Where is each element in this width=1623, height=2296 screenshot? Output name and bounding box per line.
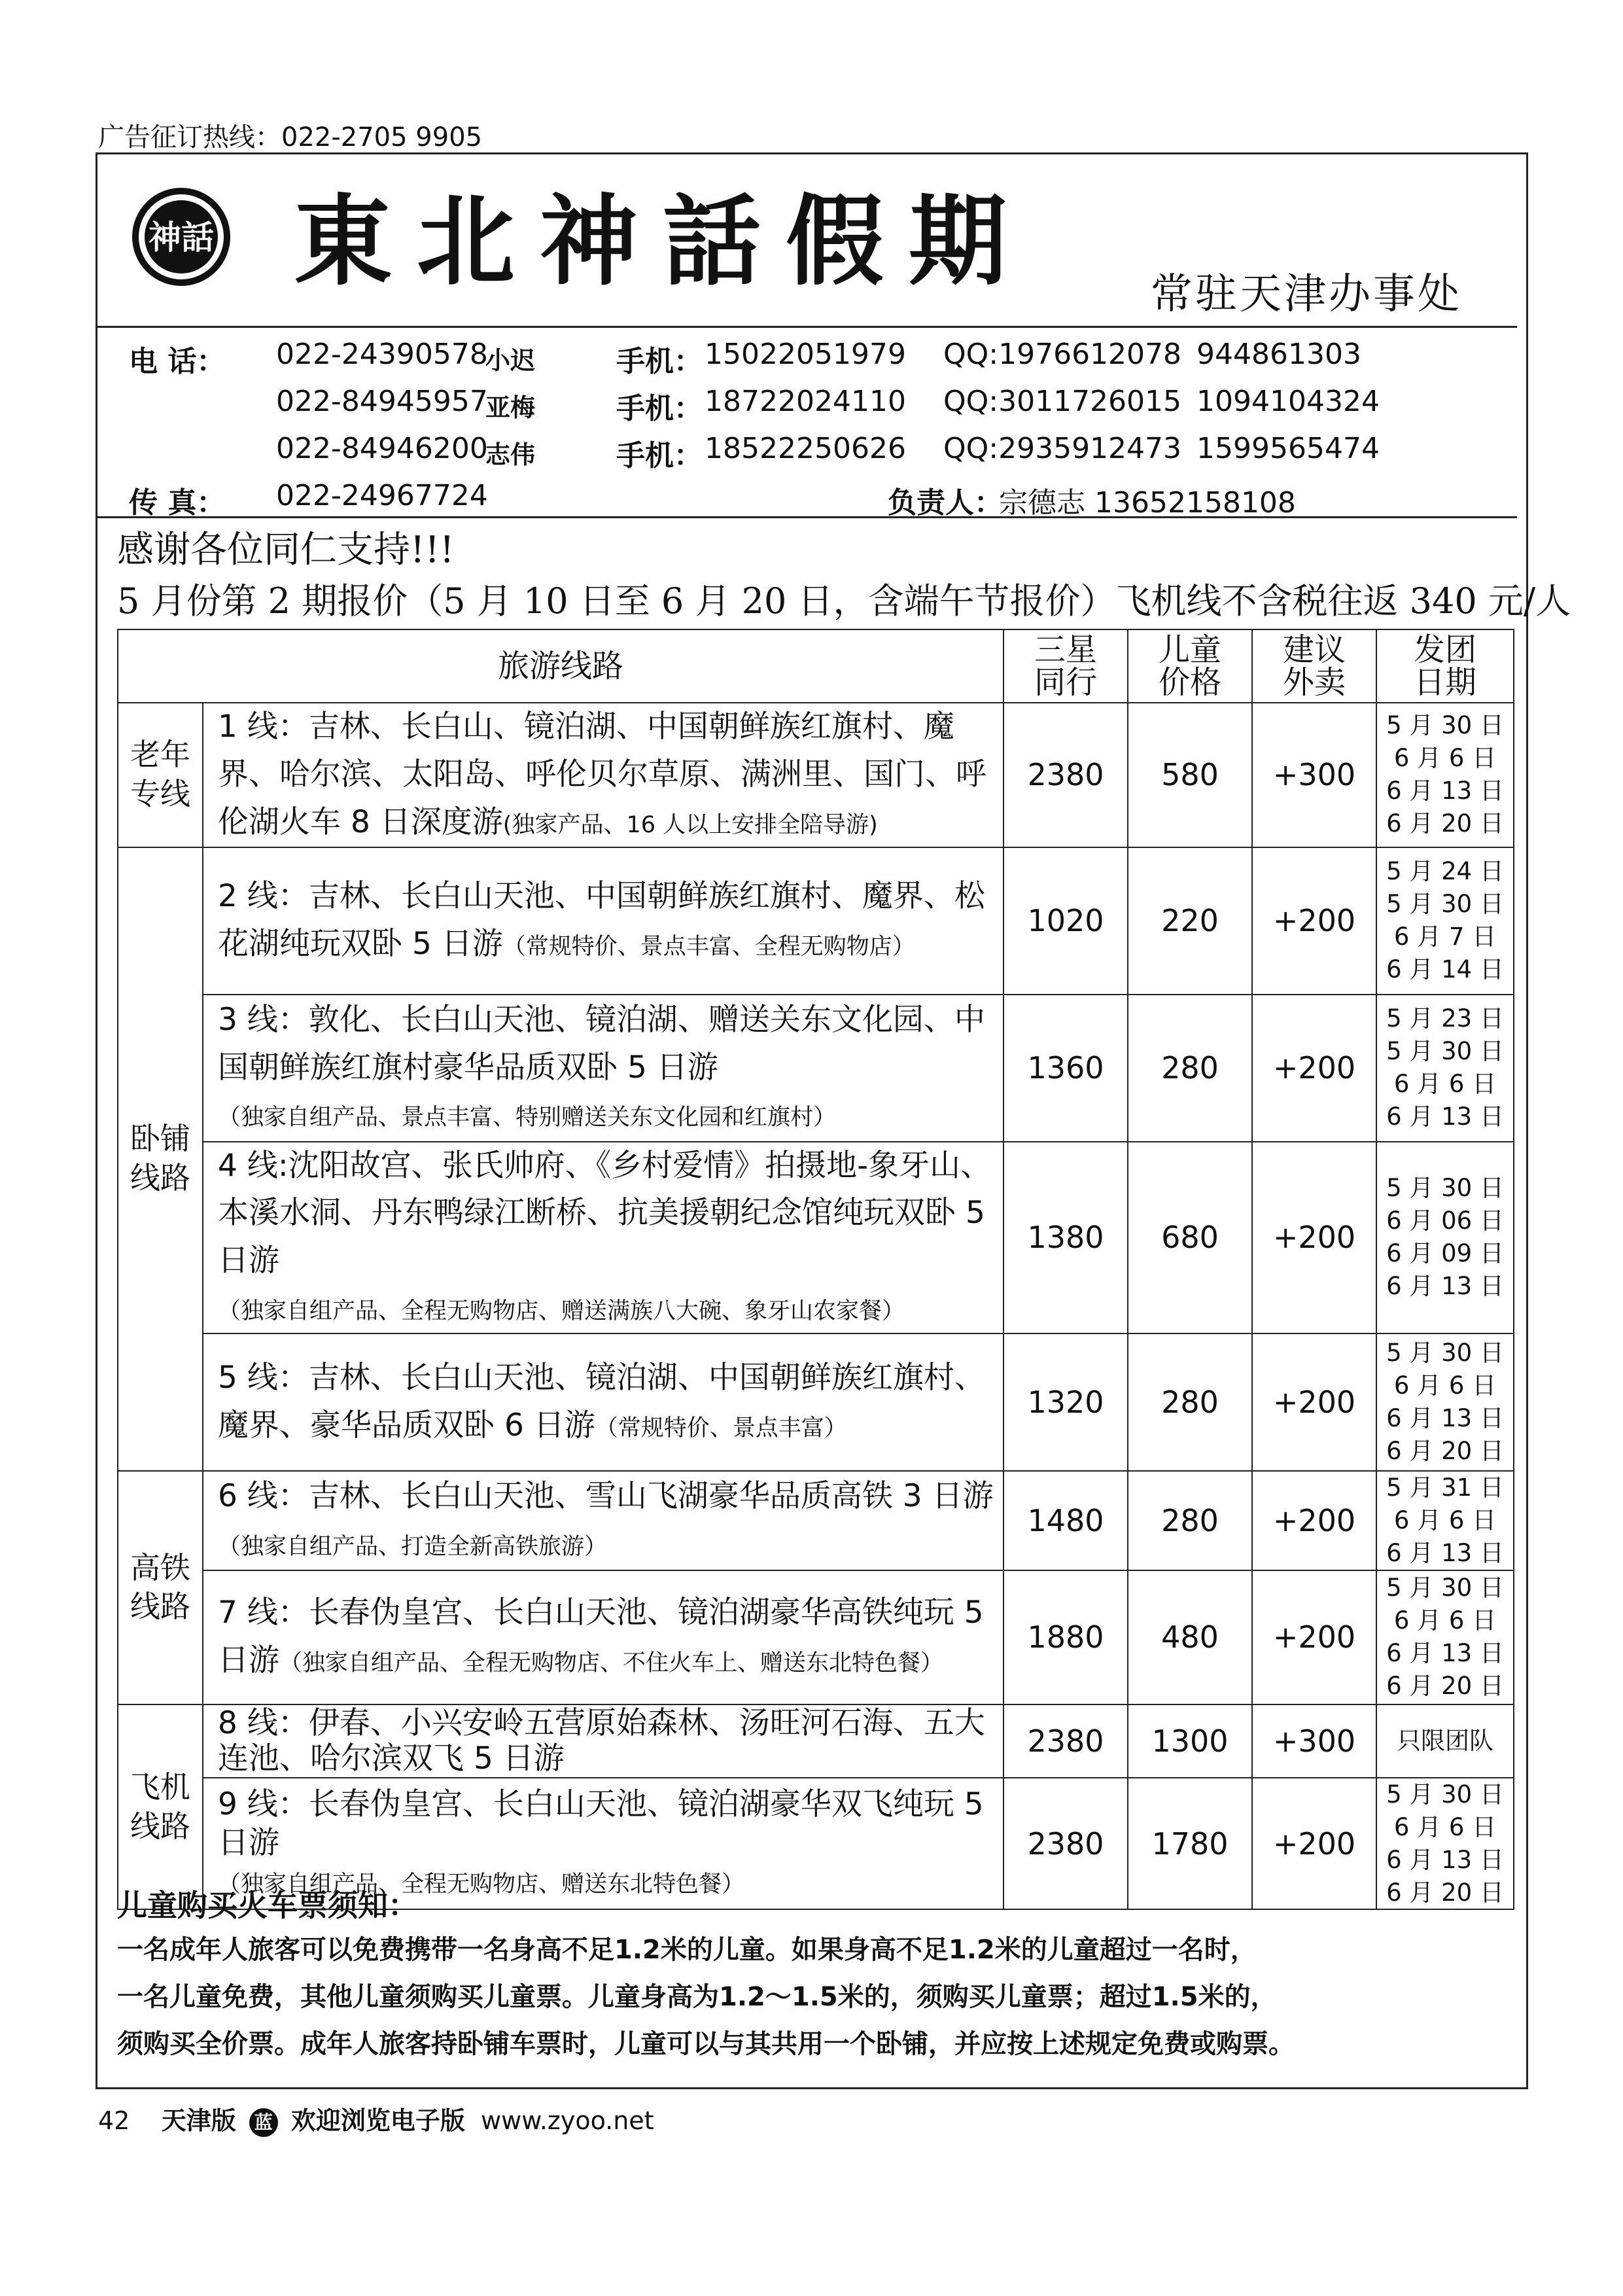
- manager-contact: 宗德志 13652158108: [999, 486, 1296, 520]
- child-price: 280: [1128, 1471, 1252, 1570]
- thanks-line: 感谢各位同仁支持!!!: [117, 529, 455, 571]
- edition-label: 天津版: [161, 2106, 236, 2135]
- mobile-label: 手机：: [616, 392, 703, 425]
- qq-number: QQ:3011726015: [943, 385, 1182, 418]
- suggested-price: +300: [1252, 1704, 1376, 1778]
- mobile-number: 18722024110: [705, 385, 906, 418]
- brand-logo: [129, 178, 234, 296]
- suggested-price: +200: [1252, 1778, 1376, 1910]
- suggested-price: +200: [1252, 1142, 1376, 1333]
- qq-number-2: 1599565474: [1196, 432, 1380, 465]
- brand-title: 東北神話假期: [294, 184, 1032, 299]
- fax-number: 022-24967724: [276, 479, 488, 512]
- logo-text: 神話: [148, 218, 214, 256]
- price: 1320: [1003, 1333, 1128, 1471]
- suggested-price: +200: [1252, 1570, 1376, 1704]
- notice-line: 一名儿童免费，其他儿童须购买儿童票。儿童身高为1.2～1.5米的，须购买儿童票；超过1.5米的，: [117, 1982, 1277, 2012]
- suggested-price: +200: [1252, 1471, 1376, 1570]
- contact-row-1: [129, 338, 225, 380]
- ad-hotline: 广告征订热线：022-2705 9905: [98, 122, 483, 152]
- price: 2380: [1003, 703, 1128, 847]
- suggested-price: +200: [1252, 847, 1376, 995]
- child-price: 1780: [1128, 1778, 1252, 1910]
- route-desc: 1 线：吉林、长白山、镜泊湖、中国朝鲜族红旗村、魔界、哈尔滨、太阳岛、呼伦贝尔草原、满洲里、国门、呼伦湖火车 8 日深度游(独家产品、16 人以上安排全陪导游): [203, 703, 1003, 847]
- fax-label: 传 真：: [129, 486, 226, 520]
- table-row: [118, 703, 1514, 847]
- child-price: 1300: [1128, 1704, 1252, 1778]
- page-footer: [98, 2100, 654, 2137]
- notice-title: 儿童购买火车票须知：: [117, 1888, 418, 1923]
- phone-label: 电 话：: [129, 345, 226, 378]
- departure-dates: 只限团队: [1376, 1704, 1514, 1778]
- table-row: [118, 1142, 1514, 1333]
- contact-name: 志伟: [485, 440, 536, 469]
- route-desc: 3 线：敦化、长白山天池、镜泊湖、赠送关东文化园、中国朝鲜族红旗村豪华品质双卧 5 日游 （独家自组产品、景点丰富、特别赠送关东文化园和红旗村）: [203, 995, 1003, 1142]
- child-price: 580: [1128, 703, 1252, 847]
- ad-frame: [96, 152, 1571, 2089]
- header-route: 旅游线路: [118, 629, 1003, 703]
- price: 1880: [1003, 1570, 1128, 1704]
- table-row: [118, 1471, 1514, 1570]
- notice-line: 须购买全价票。成年人旅客持卧铺车票时，儿童可以与其共用一个卧铺，并应按上述规定免费或购票。: [117, 2029, 1295, 2059]
- route-price-table: [117, 629, 1514, 1910]
- notice-line: 一名成年人旅客可以免费携带一名身高不足1.2米的儿童。如果身高不足1.2米的儿童超过一名时，: [117, 1935, 1257, 1965]
- child-price: 480: [1128, 1570, 1252, 1704]
- route-desc: 4 线:沈阳故宫、张氏帅府、《乡村爱情》拍摄地-象牙山、本溪水洞、丹东鸭绿江断桥、抗美援朝纪念馆纯玩双卧 5 日游 （独家自组产品、全程无购物店、赠送满族八大碗、象牙山农家餐）: [203, 1142, 1003, 1333]
- category-flight: 飞机 线路: [118, 1704, 203, 1910]
- phone-number: 022-84946200: [276, 432, 488, 465]
- price: 2380: [1003, 1778, 1128, 1910]
- child-price: 280: [1128, 1333, 1252, 1471]
- route-desc: 7 线：长春伪皇宫、长白山天池、镜泊湖豪华高铁纯玩 5 日游（独家自组产品、全程无购物店、不住火车上、赠送东北特色餐）: [203, 1570, 1003, 1704]
- contact-name: 亚梅: [485, 393, 536, 422]
- category-sleeper: 卧铺 线路: [118, 847, 203, 1471]
- table-row: [118, 847, 1514, 995]
- child-price: 680: [1128, 1142, 1252, 1333]
- table-row: [118, 1704, 1514, 1778]
- header-price: 三星 同行: [1003, 629, 1128, 703]
- table-row: [118, 1570, 1514, 1704]
- table-row: [118, 1333, 1514, 1471]
- phone-number: 022-24390578: [276, 338, 488, 371]
- qq-number: QQ:2935912473: [943, 432, 1182, 465]
- contact-name: 小迟: [485, 345, 536, 375]
- departure-dates: 5 月 23 日 5 月 30 日 6 月 6 日 6 月 13 日: [1376, 995, 1514, 1142]
- period-line: 5 月份第 2 期报价（5 月 10 日至 6 月 20 日，含端午节报价）飞机线不含税往返 340 元/人: [117, 580, 1571, 622]
- route-desc: 5 线：吉林、长白山天池、镜泊湖、中国朝鲜族红旗村、魔界、豪华品质双卧 6 日游（常规特价、景点丰富）: [203, 1333, 1003, 1471]
- departure-dates: 5 月 30 日 6 月 6 日 6 月 13 日 6 月 20 日: [1376, 703, 1514, 847]
- mobile-number: 15022051979: [705, 338, 906, 371]
- route-desc: 9 线：长春伪皇宫、长白山天池、镜泊湖豪华双飞纯玩 5 日游 （独家自组产品、全程无购物店、赠送东北特色餐）: [203, 1778, 1003, 1910]
- suggested-price: +200: [1252, 1333, 1376, 1471]
- category-senior: 老年 专线: [118, 703, 203, 847]
- price: 1020: [1003, 847, 1128, 995]
- table-header-row: [118, 629, 1514, 703]
- edition-badge-icon: 蓝: [249, 2108, 278, 2137]
- departure-dates: 5 月 30 日 6 月 6 日 6 月 13 日 6 月 20 日: [1376, 1333, 1514, 1471]
- departure-dates: 5 月 30 日 6 月 6 日 6 月 13 日 6 月 20 日: [1376, 1778, 1514, 1910]
- category-hsr: 高铁 线路: [118, 1471, 203, 1704]
- header-departure: 发团 日期: [1376, 629, 1514, 703]
- route-desc: 2 线：吉林、长白山天池、中国朝鲜族红旗村、魔界、松花湖纯玩双卧 5 日游（常规特价、景点丰富、全程无购物店）: [203, 847, 1003, 995]
- departure-dates: 5 月 24 日 5 月 30 日 6 月 7 日 6 月 14 日: [1376, 847, 1514, 995]
- mobile-label: 手机：: [616, 439, 703, 472]
- qq-number-2: 944861303: [1196, 338, 1361, 371]
- route-desc: 6 线：吉林、长白山天池、雪山飞湖豪华品质高铁 3 日游 （独家自组产品、打造全新高铁旅游）: [203, 1471, 1003, 1570]
- footer-slogan: 欢迎浏览电子版: [290, 2106, 465, 2135]
- page-number: 42: [98, 2106, 130, 2135]
- divider: [97, 516, 1517, 518]
- departure-dates: 5 月 30 日 6 月 06 日 6 月 09 日 6 月 13 日: [1376, 1142, 1514, 1333]
- header-child-price: 儿童 价格: [1128, 629, 1252, 703]
- price: 1380: [1003, 1142, 1128, 1333]
- qq-number: QQ:1976612078: [943, 338, 1182, 371]
- footer-url[interactable]: www.zyoo.net: [481, 2106, 654, 2135]
- price: 2380: [1003, 1704, 1128, 1778]
- divider: [97, 326, 1517, 328]
- route-desc: 8 线：伊春、小兴安岭五营原始森林、汤旺河石海、五大连池、哈尔滨双飞 5 日游: [203, 1704, 1003, 1778]
- manager-label: 负责人：: [888, 486, 1003, 520]
- table-row: [118, 995, 1514, 1142]
- child-price: 220: [1128, 847, 1252, 995]
- departure-dates: 5 月 31 日 6 月 6 日 6 月 13 日: [1376, 1471, 1514, 1570]
- price: 1360: [1003, 995, 1128, 1142]
- phone-number: 022-84945957: [276, 385, 488, 418]
- header-suggested-price: 建议 外卖: [1252, 629, 1376, 703]
- child-price: 280: [1128, 995, 1252, 1142]
- departure-dates: 5 月 30 日 6 月 6 日 6 月 13 日 6 月 20 日: [1376, 1570, 1514, 1704]
- office-subtitle: 常驻天津办事处: [1151, 270, 1462, 319]
- suggested-price: +300: [1252, 703, 1376, 847]
- mobile-label: 手机：: [616, 345, 703, 378]
- qq-number-2: 1094104324: [1196, 385, 1380, 418]
- suggested-price: +200: [1252, 995, 1376, 1142]
- price: 1480: [1003, 1471, 1128, 1570]
- mobile-number: 18522250626: [705, 432, 906, 465]
